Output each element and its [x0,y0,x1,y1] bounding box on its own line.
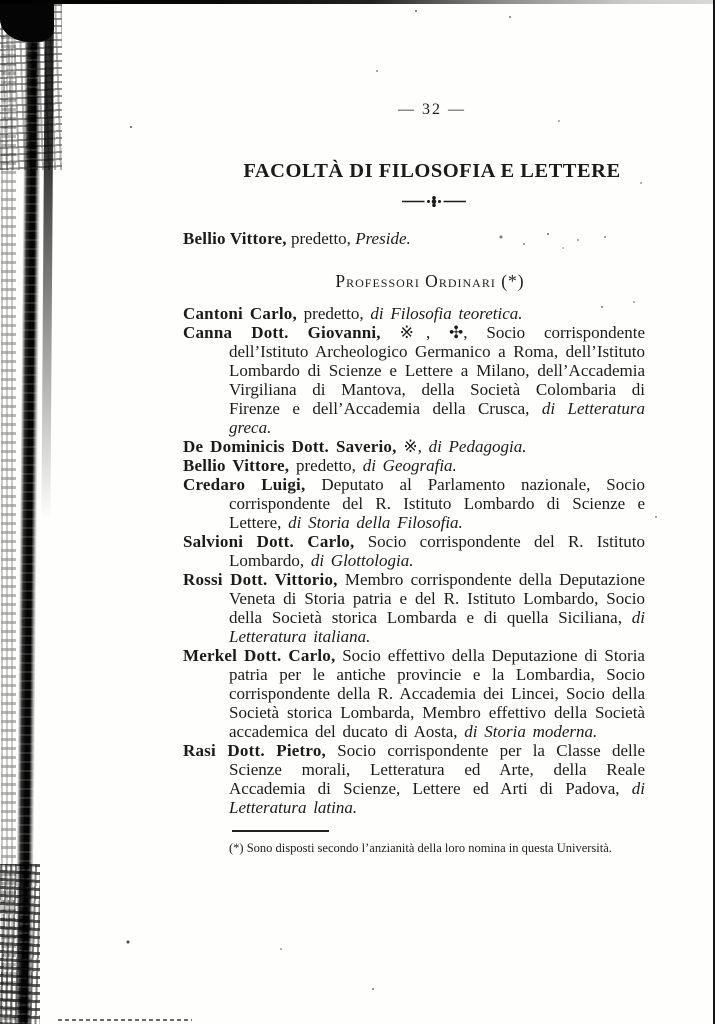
footnote-marker: (*) [229,841,244,855]
footnote [183,830,645,856]
professor-name: Canna Dott. Giovanni, [183,323,381,342]
subject-field: di Storia della Filosofia. [288,513,463,532]
professor-name: Bellio Vittore, [183,456,290,475]
footnote-text [229,841,645,856]
subject-field: di Storia moderna. [464,722,598,741]
page-title: FACOLTÀ DI FILOSOFIA E LETTERE [243,160,621,182]
footnote-rule [232,830,329,832]
divider-ornament-icon [203,195,665,209]
professor-name: Credaro Luigi, [183,475,306,494]
subject-field: di Filosofia teoretica. [370,304,523,323]
professor-entry [183,532,645,570]
entry-text: predetto, [289,456,363,475]
professor-entry [183,456,645,475]
professor-name: Rasi Dott. Pietro, [183,741,326,760]
page-content [183,0,645,817]
entries-list [183,304,645,817]
entry-text: predetto, [296,304,371,323]
subject-field: di Geografia. [362,456,457,475]
professor-name: Merkel Dott. Carlo, [183,646,336,665]
subject-field: di Letteratura latina. [229,779,645,817]
subject-field: di Glottologia. [310,551,414,570]
entry-text: ※, [396,437,429,456]
section-heading: Professori Ordinari (*) [335,271,525,291]
binding-speckle-bottom [0,864,40,1024]
page-number: — 32 — [398,101,466,118]
scan-bottom-line [58,1019,192,1021]
professor-name: De Dominicis Dott. Saverio, [183,437,397,456]
entry-text: Membro corrispondente della Deputazione Veneta di Storia patria e del R. Istituto Lombardo, Socio della Società storica Lombarda e di quella Siciliana, [229,570,645,627]
professor-entry [183,570,645,646]
subject-field: di Pedagogia. [428,437,527,456]
scan-noise-specks [0,0,2,2]
professor-entry [183,323,645,437]
professor-name: Rossi Dott. Vittorio, [183,570,338,589]
professor-entry [183,304,645,323]
subject-field: di Letteratura italiana. [229,608,645,646]
entry-text: Socio corrispondente del R. Istituto Lombardo, [229,532,645,570]
entry-text: Socio corrispondente per la Classe delle Scienze morali, Letteratura ed Arte, della Reale Accademia di Scienze, Lettere ed Arti di Padova, [229,741,646,798]
entry-text: Socio effettivo della Deputazione di Storia patria per le antiche provincie e la Lombardia, Socio corrispondente della R. Accademia dei Lincei, Socio della Società storica Lombarda, Membro effettivo della Società accademica del ducato di Aosta, [229,646,645,741]
entry-text: Deputato al Parlamento nazionale, Socio corrispondente del R. Istituto Lombardo di Scienze e Lettere, [229,475,645,532]
professor-name: Salvioni Dott. Carlo, [183,532,355,551]
preside-line [183,229,645,248]
subject-field: di Letteratura greca. [229,399,645,437]
entry-text: predetto, [286,229,356,248]
professor-entry [183,437,645,456]
professor-name: Cantoni Carlo, [183,304,297,323]
professor-name: Bellio Vittore, [183,229,287,248]
subject-field: Preside. [355,229,411,248]
entry-text: ※, ✣, Socio corrispondente dell’Istituto Archeologico Germanico a Roma, dell’Istituto Lombardo di Scienze e Lettere a Milano, dell’Accademia Virgiliana di Mantova, della Società Colombaria di Firenze e dell’Accademia della Crusca, [229,323,645,418]
professor-entry [183,475,645,532]
professor-entry [183,741,645,817]
footnote-body: Sono disposti secondo l’anzianità della loro nomina in questa Università. [246,841,612,855]
professor-entry [183,646,645,741]
